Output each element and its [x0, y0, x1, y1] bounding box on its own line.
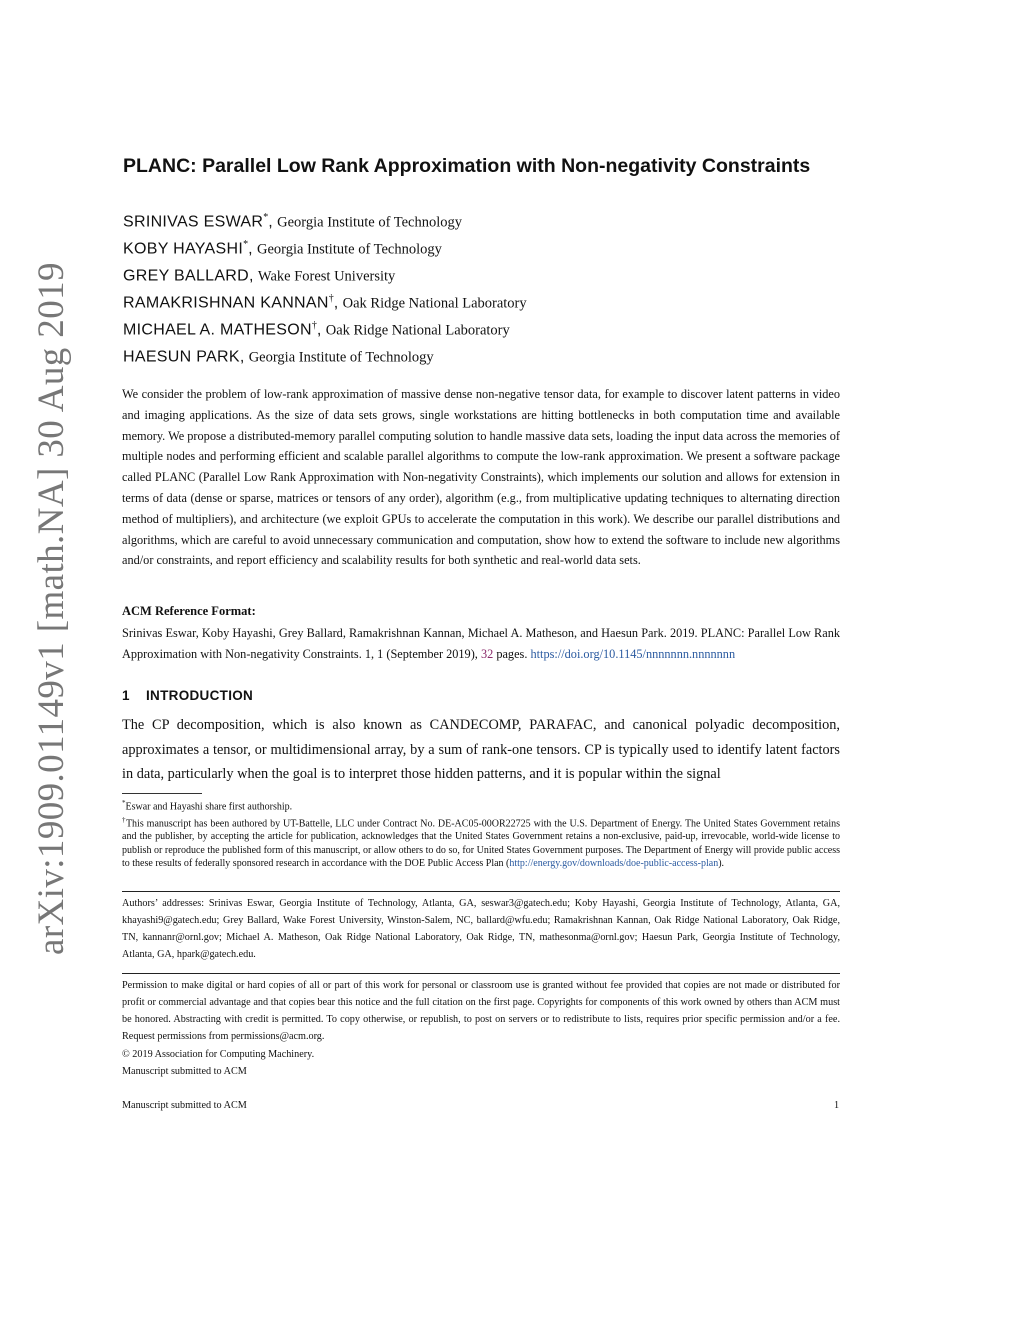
author-affiliation: Oak Ridge National Laboratory — [325, 322, 510, 339]
author-sep: , — [333, 294, 343, 312]
author-name: KOBY HAYASHI — [123, 240, 244, 258]
footnote-divider — [122, 793, 202, 794]
section-heading — [122, 688, 253, 703]
author-sep: , — [316, 321, 326, 339]
author-line — [123, 239, 442, 266]
submission-note: Manuscript submitted to ACM — [122, 1066, 247, 1077]
author-affiliation: Georgia Institute of Technology — [248, 349, 434, 366]
doi-link[interactable]: https://doi.org/10.1145/nnnnnnn.nnnnnnn — [530, 647, 736, 661]
author-line — [123, 212, 462, 239]
page-number: 1 — [834, 1100, 840, 1111]
acm-reference-text — [122, 623, 840, 665]
footnote-2 — [122, 814, 840, 871]
author-name: HAESUN PARK — [123, 348, 240, 366]
author-name: GREY BALLARD — [123, 267, 250, 285]
author-sep: , — [268, 213, 278, 231]
footnote-mark: * — [122, 799, 126, 807]
section-title: INTRODUCTION — [146, 688, 254, 703]
footnote-text: Eswar and Hayashi share first authorship. — [125, 801, 293, 813]
introduction-paragraph: The CP decomposition, which is also known as CANDECOMP, PARAFAC, and canonical polyadic decomposition, approximates a tensor, or multidimensional array, by a sum of rank-one tensors. CP is typically used to identify latent factors in data, particularly when the goal is to interpret those hidden patterns, and it is popular within the signal — [122, 717, 840, 782]
author-mark: † — [328, 293, 334, 304]
author-name: MICHAEL A. MATHESON — [123, 321, 312, 339]
footnote-1 — [122, 797, 840, 814]
author-sep: , — [248, 240, 257, 258]
author-line — [123, 320, 510, 347]
footnote-end: ). — [718, 858, 725, 870]
author-affiliation: Georgia Institute of Technology — [277, 214, 463, 231]
author-name: SRINIVAS ESWAR — [123, 213, 264, 231]
author-mark: † — [311, 320, 317, 331]
acm-reference-body: Srinivas Eswar, Koby Hayashi, Grey Ballard, Ramakrishnan Kannan, Michael A. Matheson, and Haesun Park. 2019. PLANC: Parallel Low Rank Approximation with Non-negativity Constraints. 1, 1 (September 2019), — [122, 626, 840, 661]
page-footer-text: Manuscript submitted to ACM — [122, 1100, 247, 1111]
author-sep: , — [249, 267, 258, 285]
author-line — [123, 347, 434, 374]
arxiv-identifier: arXiv:1909.01149v1 [math.NA] 30 Aug 2019 — [31, 262, 72, 955]
author-affiliation: Wake Forest University — [257, 268, 396, 285]
author-affiliation: Georgia Institute of Technology — [256, 241, 442, 258]
author-sep: , — [239, 348, 249, 366]
section-number: 1 — [122, 688, 130, 703]
permission-divider — [122, 973, 840, 974]
pages-link[interactable]: 32 — [480, 647, 494, 661]
author-line — [123, 266, 395, 293]
author-mark: * — [243, 239, 249, 250]
abstract: We consider the problem of low-rank approximation of massive dense non-negative tensor data, for example to discover latent patterns in video and imaging applications. As the size of data sets grows, single workstations are hitting bottlenecks in both computation time and available memory. We propose a distributed-memory parallel computing solution to handle massive data sets, loading the input data across the memories of multiple nodes and performing efficient and scalable parallel algorithms to compute the low-rank approximation. We present a software package called PLANC (Parallel Low Rank Approximation with Non-negativity Constraints), which implements our solution and allows for extension in terms of data (dense or sparse, matrices or tensors of any order), algorithm (e.g., from multiplicative updating techniques to alternating direction method of multipliers), and architecture (we exploit GPUs to accelerate the computation in this work). We describe our parallel distributions and algorithms, which are careful to avoid unnecessary communication and computation, show how to extend the software to include new algorithms and/or constraints, and report efficiency and scalability results for both synthetic and real-world data sets. — [122, 387, 840, 568]
permission-notice: Permission to make digital or hard copies of all or part of this work for personal or classroom use is granted without fee provided that copies are not made or distributed for profit or commercial advantage and that copies bear this notice and the full citation on the first page. Copyrights for components of this work owned by others than ACM must be honored. Abstracting with credit is permitted. To copy otherwise, or republish, to post on servers or to redistribute to lists, requires prior specific permission and/or a fee. Request permissions from permissions@acm.org. — [122, 980, 840, 1042]
pages-suffix: pages. — [493, 647, 531, 661]
author-mark: * — [263, 212, 269, 223]
author-line — [123, 293, 527, 320]
footnote-text: This manuscript has been authored by UT-Battelle, LLC under Contract No. DE-AC05-00OR22725 with the U.S. Department of Energy. The United States Government retains and the publisher, by accepting the article for publication, acknowledges that the United States Government retains a non-exclusive, paid-up, irrevocable, world-wide license to publish or reproduce the published form of this manuscript, or allow others to do so, for United States Government purposes. The Department of Energy will provide public access to these results of federally sponsored research in accordance with the DOE Public Access Plan ( — [122, 818, 841, 870]
paper-title: PLANC: Parallel Low Rank Approximation with Non-negativity Constraints — [123, 155, 811, 177]
doe-access-plan-link[interactable]: http://energy.gov/downloads/doe-public-access-plan — [509, 858, 719, 870]
addresses-divider — [122, 891, 840, 892]
acm-reference-heading: ACM Reference Format: — [122, 604, 256, 618]
footnotes — [122, 797, 840, 871]
author-affiliation: Oak Ridge National Laboratory — [342, 295, 527, 312]
authors-addresses: Authors’ addresses: Srinivas Eswar, Georgia Institute of Technology, Atlanta, GA, seswar3@gatech.edu; Koby Hayashi, Georgia Institute of Technology, Atlanta, GA, khayashi9@gatech.edu; Grey Ballard, Wake Forest University, Winston-Salem, NC, ballard@wfu.edu; Ramakrishnan Kannan, Oak Ridge National Laboratory, Oak Ridge, TN, kannanr@ornl.gov; Michael A. Matheson, Oak Ridge National Laboratory, Oak Ridge, TN, mathesonma@ornl.gov; Haesun Park, Georgia Institute of Technology, Atlanta, GA, hpark@gatech.edu. — [122, 898, 840, 960]
footnote-mark: † — [122, 815, 126, 824]
author-name: RAMAKRISHNAN KANNAN — [123, 294, 329, 312]
copyright-notice: © 2019 Association for Computing Machinery. — [122, 1049, 315, 1060]
